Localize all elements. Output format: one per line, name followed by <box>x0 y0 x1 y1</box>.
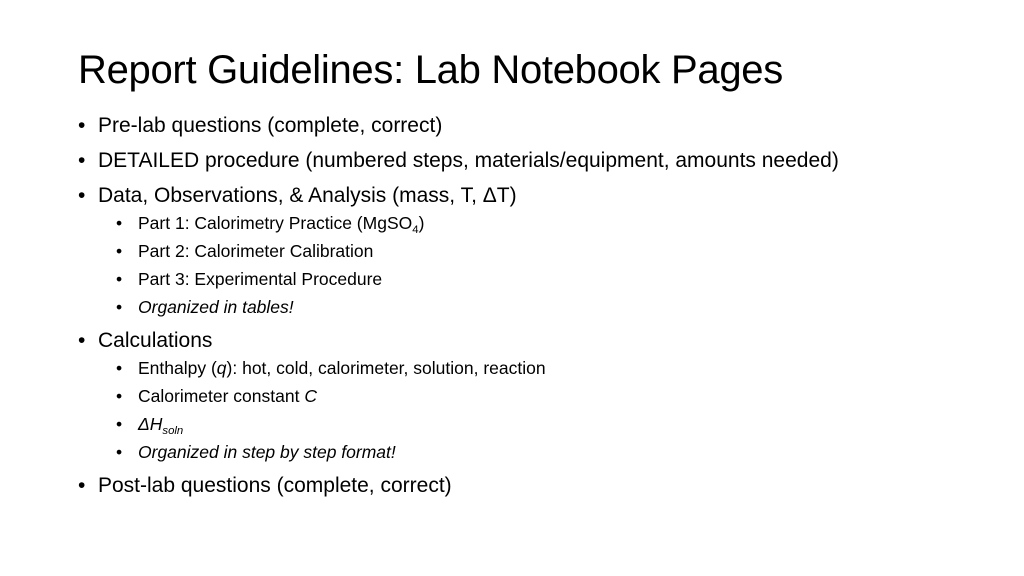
bullet-icon: • <box>116 269 123 289</box>
bullet-icon: • <box>116 358 123 378</box>
list-item-text: DETAILED procedure (numbered steps, materials/equipment, amounts needed) <box>98 149 839 172</box>
list-item-text: Pre-lab questions (complete, correct) <box>98 114 443 137</box>
sub-item-part3 <box>116 268 958 290</box>
bullet-icon: • <box>78 114 86 137</box>
bullet-icon: • <box>78 184 86 207</box>
sub-item-tables <box>116 296 958 318</box>
sub-item-text: Enthalpy (q): hot, cold, calorimeter, solution, reaction <box>138 358 546 378</box>
sub-item-enthalpy <box>116 357 958 379</box>
sub-item-text: Calorimeter constant C <box>138 386 317 406</box>
sub-item-text: Organized in step by step format! <box>138 442 396 462</box>
sub-item-text: Part 2: Calorimeter Calibration <box>138 241 374 261</box>
bullet-icon: • <box>116 297 123 317</box>
sub-item-part2 <box>116 240 958 262</box>
sub-item-step-format <box>116 441 958 463</box>
sub-item-part1 <box>116 212 958 234</box>
list-item-text: Data, Observations, & Analysis (mass, T, ΔT) <box>98 184 517 207</box>
sub-item-text: Organized in tables! <box>138 297 294 317</box>
sub-list-data <box>98 212 958 318</box>
list-item-procedure <box>78 148 958 173</box>
list-item-prelab <box>78 113 958 138</box>
bullet-icon: • <box>116 442 123 462</box>
list-item-data <box>78 183 958 318</box>
sub-item-text: Part 1: Calorimetry Practice (MgSO$_4$) <box>138 213 425 236</box>
bullet-icon: • <box>116 241 123 261</box>
bullet-icon: • <box>78 329 86 352</box>
list-item-text: Calculations <box>98 329 213 352</box>
bullet-icon: • <box>116 213 123 233</box>
slide-title: Report Guidelines: Lab Notebook Pages <box>78 48 783 92</box>
sub-item-delta-h <box>116 413 958 435</box>
list-item-text: Post-lab questions (complete, correct) <box>98 474 452 497</box>
bullet-icon: • <box>116 414 123 434</box>
sub-item-text: $\Delta H_{soln}$ <box>138 414 184 437</box>
bullet-list <box>78 113 958 498</box>
bullet-icon: • <box>78 474 86 497</box>
list-item-postlab <box>78 473 958 498</box>
bullet-icon: • <box>116 386 123 406</box>
sub-list-calculations <box>98 357 958 463</box>
sub-item-calorimeter-constant <box>116 385 958 407</box>
bullet-icon: • <box>78 149 86 172</box>
sub-item-text: Part 3: Experimental Procedure <box>138 269 383 289</box>
slide-body <box>78 113 958 508</box>
list-item-calculations <box>78 328 958 463</box>
